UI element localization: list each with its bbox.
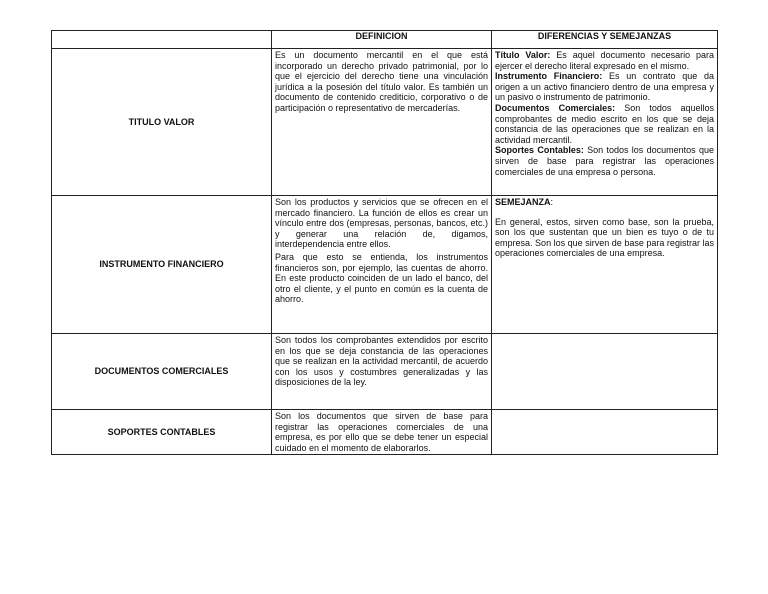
difference-text: Es aquel documento necesario para ejercer el derecho literal expresado en el mismo.	[495, 50, 714, 71]
similarity-heading: SEMEJANZA:	[495, 197, 554, 207]
difference-text: Es un contrato que da origen a un activo financiero dentro de una empresa y un pasivo o instrumento de patrimonio.	[495, 71, 714, 103]
difference-term: Soportes Contables:	[495, 145, 584, 156]
definition-text: Son todos los comprobantes extendidos por escrito en los que se deja constancia de las operaciones que se realizan en la actividad mercantil, de acuerdo con los usos y costumbres generalizadas y las disposiciones de la ley.	[275, 335, 488, 388]
difference-term: Documentos Comerciales:	[495, 102, 616, 113]
difference-item	[495, 145, 714, 177]
row-label-instrumento-financiero: INSTRUMENTO FINANCIERO	[52, 196, 272, 334]
empty-cell	[492, 334, 718, 410]
difference-item	[495, 71, 714, 103]
difference-item	[495, 50, 714, 71]
definition-text: Es un documento mercantil en el que está incorporado un derecho privado patrimonial, por lo que el ejercicio del derecho tiene una vinculación jurídica a la posesión del título valor. Es también un documento de contenido crediticio, corporativo o de participación o representativo de mercaderías.	[275, 50, 488, 113]
definition-cell	[272, 196, 492, 334]
row-label-documentos-comerciales: DOCUMENTOS COMERCIALES	[52, 334, 272, 410]
similarity-cell	[492, 196, 718, 334]
similarity-text: En general, estos, sirven como base, son la prueba, son los que sustentan que un bien es tuyo o de tu empresa. Son los que sirven de base para registrar las operaciones comerciales de una empresa.	[495, 216, 714, 259]
comparison-table	[51, 30, 718, 455]
table-row	[52, 49, 718, 196]
difference-item	[495, 103, 714, 145]
definition-cell	[272, 334, 492, 410]
header-row	[52, 31, 718, 49]
difference-text: Son todos aquellos comprobantes de medio escrito en los que se deja constancia de las operaciones que se realizan en la actividad mercantil.	[495, 102, 714, 145]
definition-cell	[272, 49, 492, 196]
definition-text: Son los productos y servicios que se ofrecen en el mercado financiero. La función de ellos es crear un vínculo entre dos (empresas, personas, bancos, etc.) y generar una relación de, digamos, interdependencia entre ellos.	[275, 197, 488, 250]
difference-term: Instrumento Financiero:	[495, 71, 603, 82]
definition-cell	[272, 410, 492, 455]
table-row	[52, 196, 718, 334]
empty-cell	[492, 410, 718, 455]
table-row	[52, 334, 718, 410]
definition-text: Para que esto se entienda, los instrumentos financieros son, por ejemplo, las cuentas de ahorro. En este producto coinciden de un lado el banco, del otro el cliente, y el punto en común es la cuenta de ahorro.	[275, 251, 488, 305]
definition-text: Son los documentos que sirven de base para registrar las operaciones comerciales de una empresa, es por ello que se debe tener un especial cuidado en el momento de elaborarlos.	[275, 411, 488, 453]
row-label-titulo-valor: TITULO VALOR	[52, 49, 272, 196]
header-empty	[52, 31, 272, 49]
row-label-soportes-contables: SOPORTES CONTABLES	[52, 410, 272, 455]
header-definicion: DEFINICION	[272, 31, 492, 49]
similarity-title: SEMEJANZA	[495, 197, 551, 207]
difference-text: Son todos los documentos que sirven de base para registrar las operaciones comerciales de una empresa o persona.	[495, 145, 714, 177]
table-row	[52, 410, 718, 455]
difference-term: Título Valor:	[495, 50, 551, 60]
differences-cell	[492, 49, 718, 196]
header-diferencias: DIFERENCIAS Y SEMEJANZAS	[492, 31, 718, 49]
